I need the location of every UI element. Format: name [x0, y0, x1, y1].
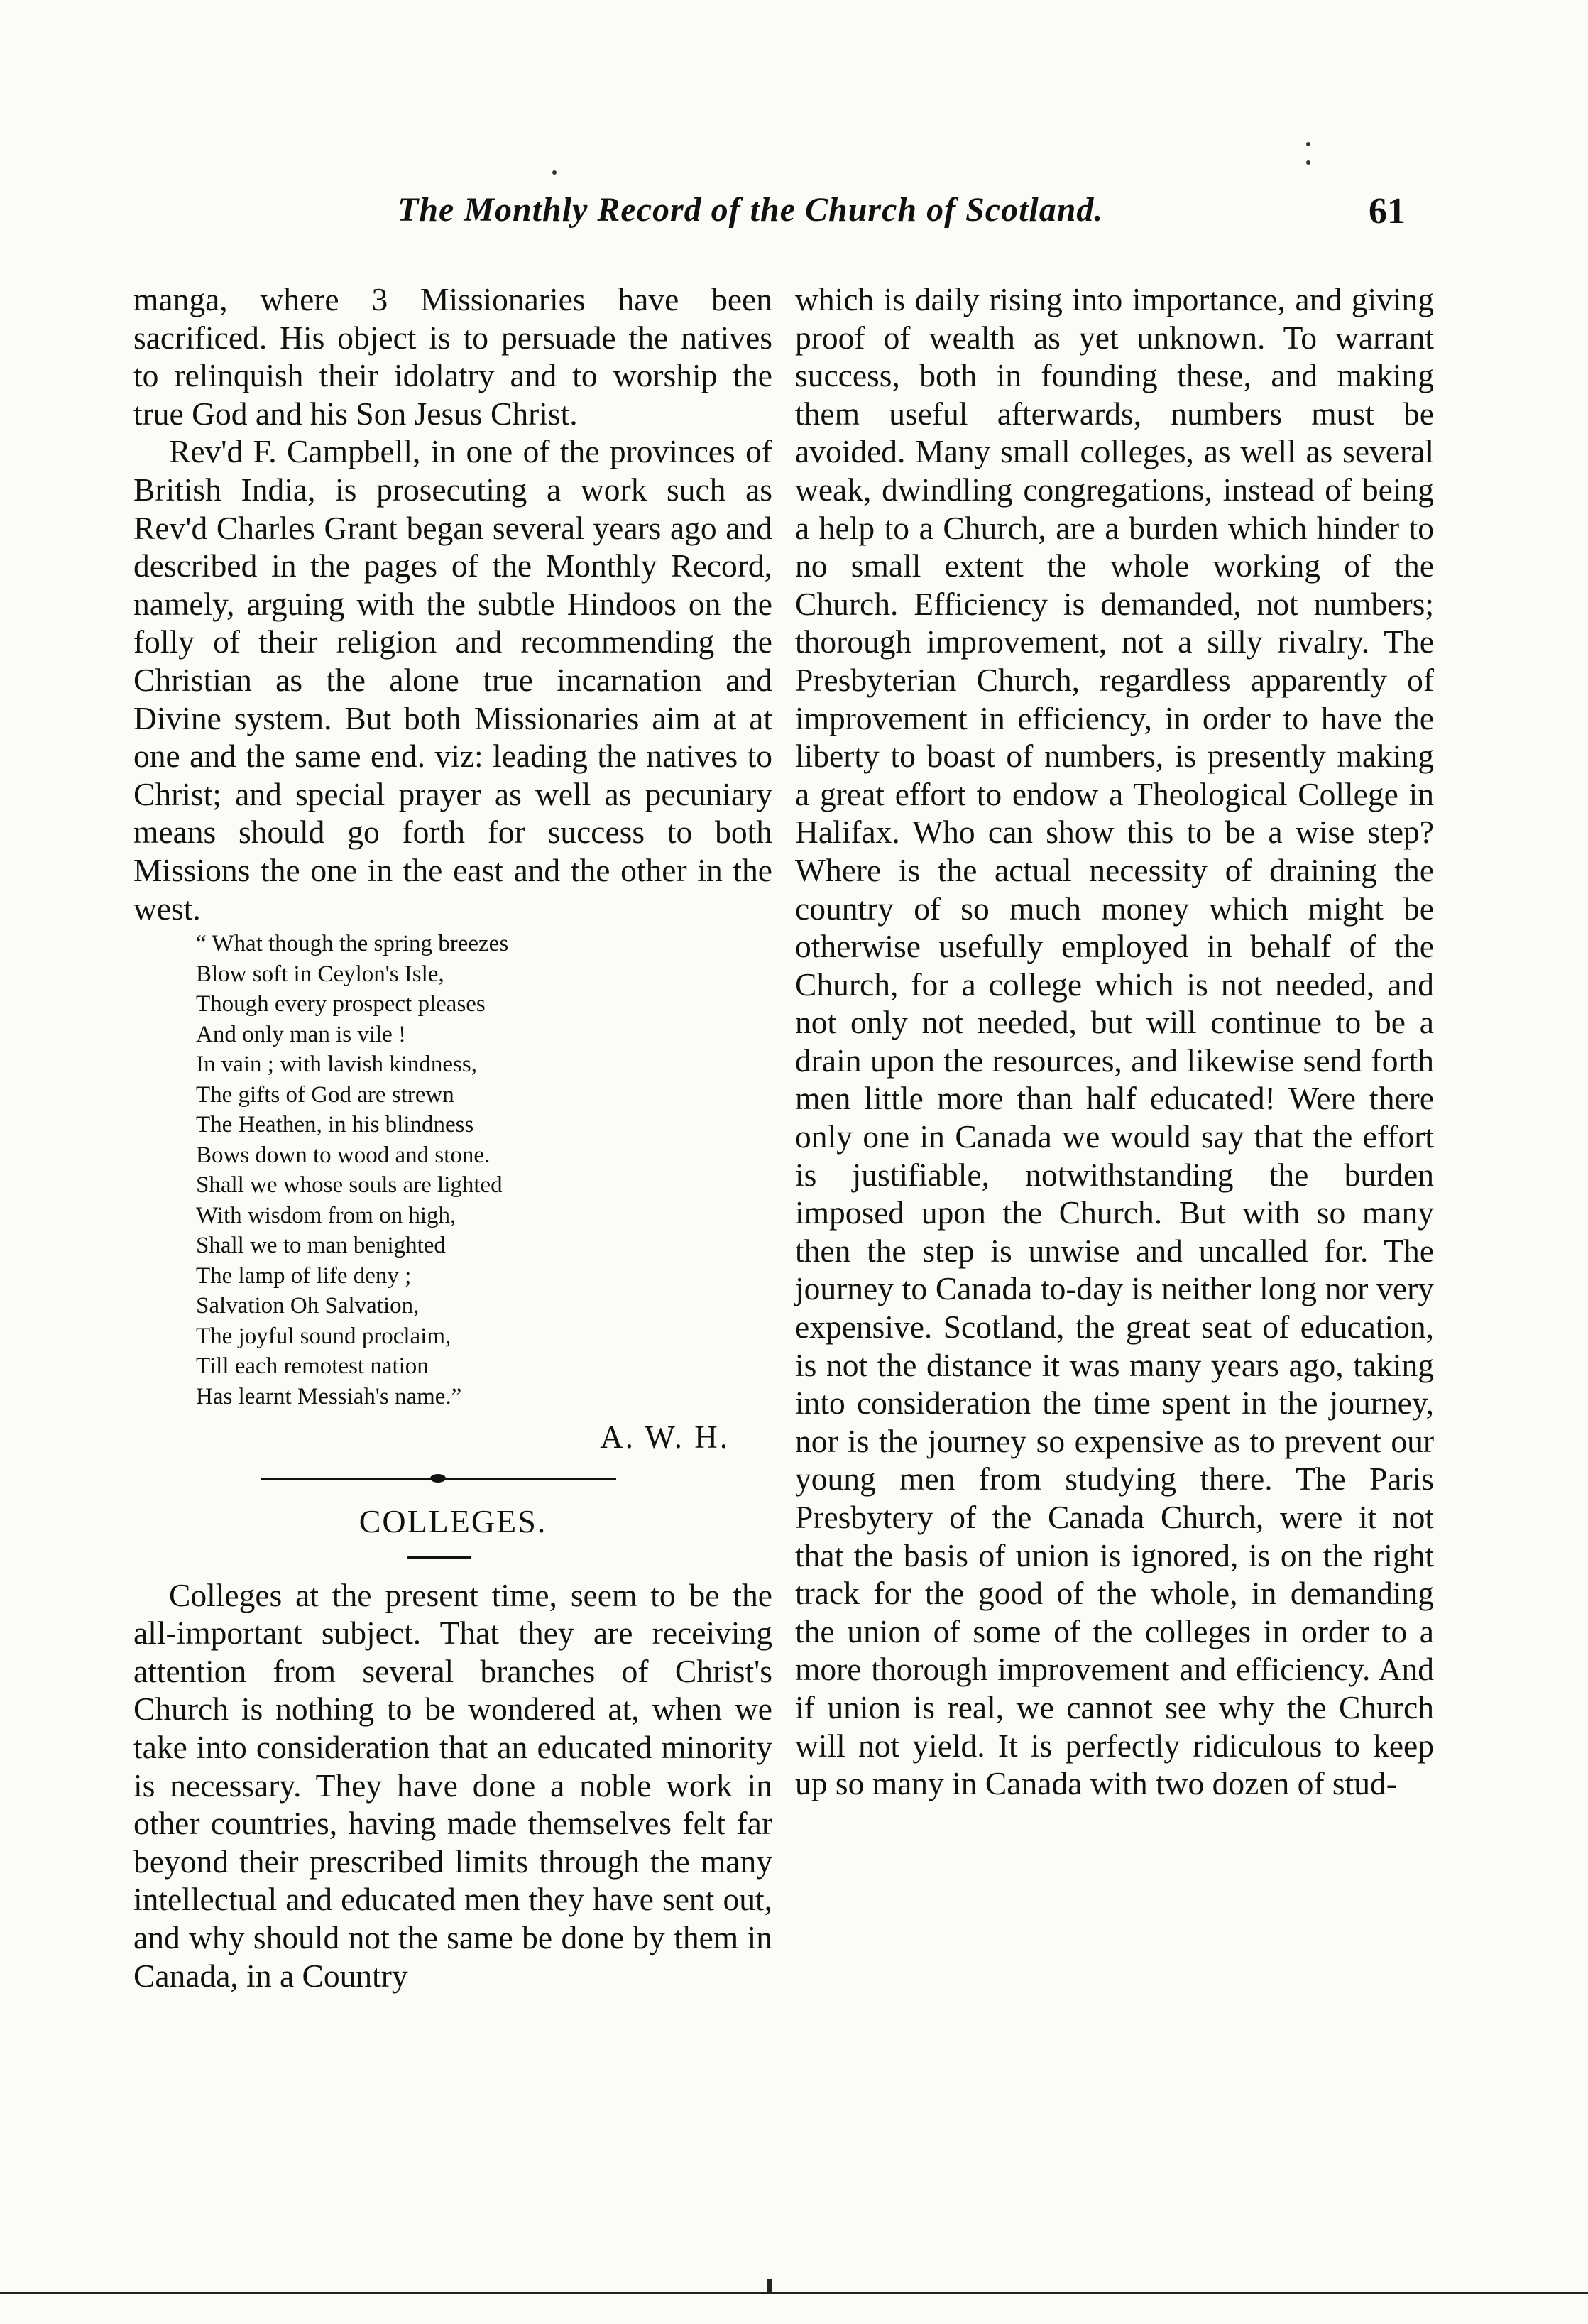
poem-line: In vain ; with lavish kindness, — [196, 1052, 477, 1078]
paragraph: manga, where 3 Missionaries have been sacrificed. His object is to persuade the natives to relinquish their idolatry and to worship the true God and his Son Jesus Christ. — [133, 281, 772, 432]
poem-line: “ What though the spring breezes — [196, 931, 509, 957]
poem-line: Though every prospect pleases — [196, 991, 486, 1018]
poem-line: Shall we whose souls are lighted — [196, 1172, 503, 1199]
poem-line: The joyful sound proclaim, — [196, 1323, 451, 1349]
poem-line: Bows down to wood and stone. — [196, 1142, 491, 1168]
right-column — [795, 280, 1434, 1803]
running-title: The Monthly Record of the Church of Scotland. — [398, 191, 1104, 229]
title-underline — [133, 1542, 772, 1576]
page-header — [398, 190, 1406, 247]
section-title: COLLEGES. — [358, 1502, 547, 1539]
poem-line: Till each remotest nation — [196, 1353, 429, 1380]
short-rule-line — [407, 1556, 471, 1559]
page-number: 61 — [1369, 191, 1406, 231]
paragraph: Colleges at the present time, seem to be the all-important subject. That they are receiving attention from several branches of Christ's Church is nothing to be wondered at, when we take into consideration that an educated minority is necessary. They have done a noble work in other countries, having made themselves felt far beyond their prescribed limits through the many intellectual and educated men they have sent out, and why should not the same be done by them in Canada, in a Country — [133, 1576, 772, 1994]
poem-line: The gifts of God are strewn — [196, 1081, 454, 1108]
poem-line: Has learnt Messiah's name.” — [196, 1383, 462, 1409]
margin-speck — [1306, 160, 1310, 165]
divider-ornament — [430, 1474, 446, 1483]
margin-speck — [1306, 142, 1310, 146]
paragraph: Rev'd F. Campbell, in one of the provinces of British India, is prosecuting a work such as Rev'd Charles Grant began several years ago and described in the pages of the Monthly Record, namely, arguing with the subtle Hindoos on the folly of their religion and recommending the Christian as the alone true incarnation and Divine system. But both Missionaries aim at at one and the same end. viz: leading the natives to Christ; and special prayer as well as pecuniary means should go forth for success to both Missions the one in the east and the other in the west. — [133, 433, 772, 927]
left-column — [133, 280, 772, 1995]
margin-speck — [552, 170, 557, 175]
poem-line: Shall we to man benighted — [196, 1233, 446, 1259]
section-divider — [133, 1457, 772, 1500]
hymn-quotation — [196, 929, 772, 1412]
scan-edge-mark — [767, 2279, 772, 2292]
poem-line: The lamp of life deny ; — [196, 1262, 412, 1289]
poem-line: The Heathen, in his blindness — [196, 1112, 474, 1138]
poem-line: Salvation Oh Salvation, — [196, 1293, 420, 1319]
author-signature: A. W. H. — [600, 1419, 730, 1456]
poem-line: Blow soft in Ceylon's Isle, — [196, 961, 444, 987]
poem-line: With wisdom from on high, — [196, 1202, 456, 1228]
scan-edge-line — [0, 2292, 1588, 2294]
paragraph: which is daily rising into importance, and giving proof of wealth as yet unknown. To warrant success, both in founding these, and making them useful afterwards, numbers must be avoided. Many small colleges, as well as several weak, dwindling congregations, instead of being a help to a Church, are a burden which hinder to no small extent the whole working of the Church. Efficiency is demanded, not numbers; thorough improvement, not a silly rivalry. The Presbyterian Church, regardless apparently of improvement in efficiency, in order to have the liberty to boast of numbers, is presently making a great effort to endow a Theological College in Halifax. Who can show this to be a wise step? Where is the actual necessity of draining the country of so much money which might be otherwise usefully employed in behalf of the Church, for a college which is not needed, and not only not needed, but will continue to be a drain upon the resources, and likewise send forth men little more than half educated! Were there only one in Canada we would say that the effort is justifiable, notwithstanding the burden imposed upon the Church. But with so many then the step is unwise and uncalled for. The journey to Canada to-day is neither long nor very expensive. Scotland, the great seat of education, is not the distance it was many years ago, taking into consideration the time spent in the journey, nor is the journey so expensive as to prevent our young men from studying there. The Paris Presbytery of the Canada Church, were it not that the basis of union is ignored, is on the right track for the good of the whole, in demanding the union of some of the colleges in order to a more thorough improvement and efficiency. And if union is real, we cannot see why the Church will not yield. It is perfectly ridiculous to keep up so many in Canada with two dozen of stud- — [795, 281, 1434, 1802]
poem-line: And only man is vile ! — [196, 1021, 407, 1047]
